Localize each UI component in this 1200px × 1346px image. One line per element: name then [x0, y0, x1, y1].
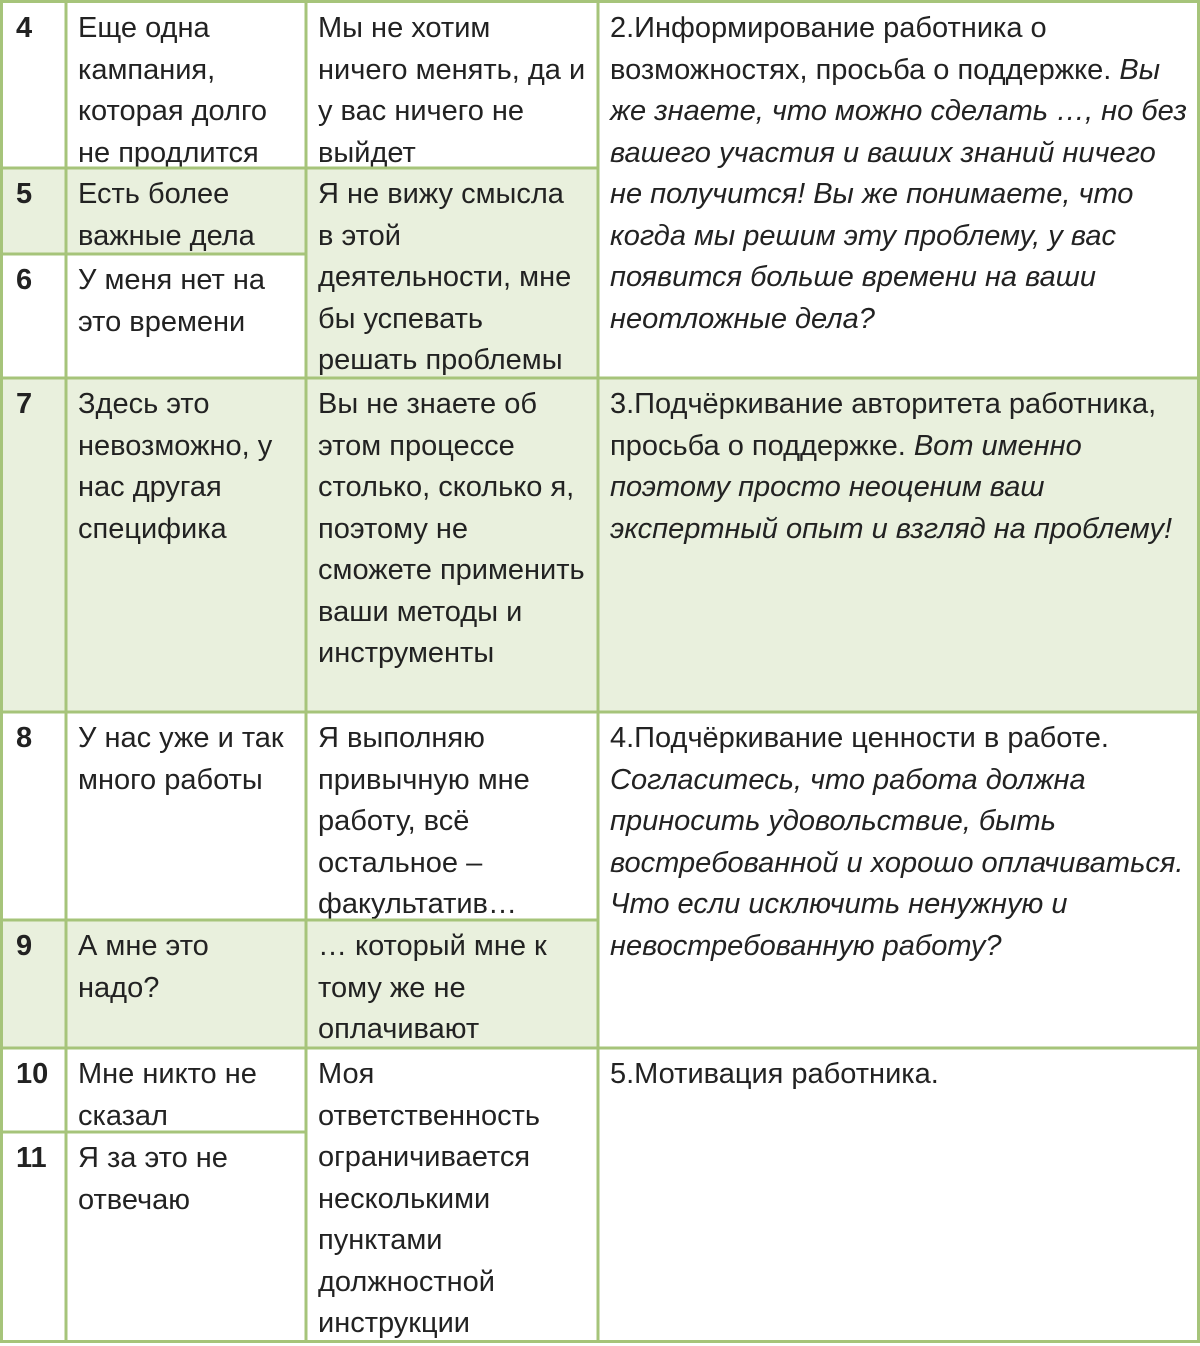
- objection-cell: Здесь это невозможно, у нас другая специфика: [66, 378, 306, 712]
- meaning-cell: Мы не хотим ничего менять, да и у вас ничего не выйдет: [306, 2, 598, 168]
- row-number: 7: [2, 378, 66, 712]
- response-heading: 2.Информирование работника о возможностях, просьба о поддержке.: [610, 12, 1120, 86]
- response-example: Согласитесь, что работа должна приносить удовольствие, быть востребованной и хорошо оплачиваться. Что если исключить ненужную и невостребованную работу?: [610, 763, 1184, 962]
- objection-cell: Еще одна кампания, которая долго не продлится: [66, 2, 306, 168]
- response-example: Вот именно поэтому просто неоценим ваш экспертный опыт и взгляд на проблему!: [610, 429, 1173, 545]
- objection-cell: Мне никто не сказал: [66, 1048, 306, 1132]
- meaning-cell: Я выполняю привычную мне работу, всё остальное – факультатив…: [306, 712, 598, 920]
- row-number: 9: [2, 920, 66, 1048]
- objection-cell: У нас уже и так много работы: [66, 712, 306, 920]
- response-cell: [598, 712, 1198, 1048]
- response-example: Вы же знаете, что можно сделать …, но без вашего участия и ваших знаний ничего не получится! Вы же понимаете, что когда мы решим эту проблему, у вас появится больше времени на ваши неотложные дела?: [610, 53, 1187, 335]
- response-cell: [598, 378, 1198, 712]
- row-number: 5: [2, 168, 66, 254]
- meaning-cell: … который мне к тому же не оплачивают: [306, 920, 598, 1048]
- row-number: 10: [2, 1048, 66, 1132]
- row-number: 4: [2, 2, 66, 168]
- row-number: 8: [2, 712, 66, 920]
- objection-cell: Я за это не отвечаю: [66, 1132, 306, 1342]
- meaning-cell: Я не вижу смысла в этой деятельности, мне бы успевать решать проблемы: [306, 168, 598, 378]
- response-cell: [598, 2, 1198, 378]
- meaning-cell: Моя ответственность ограничивается несколькими пунктами должностной инструкции: [306, 1048, 598, 1342]
- row-number: 11: [2, 1132, 66, 1342]
- response-heading: 4.Подчёркивание ценности в работе.: [610, 722, 1109, 754]
- response-heading: 3.Подчёркивание авторитета работника, просьба о поддержке.: [610, 388, 1157, 462]
- response-cell: [598, 1048, 1198, 1342]
- objection-cell: Есть более важные дела: [66, 168, 306, 254]
- meaning-cell: Вы не знаете об этом процессе столько, сколько я, поэтому не сможете применить ваши методы и инструменты: [306, 378, 598, 712]
- response-heading: 5.Мотивация работника.: [610, 1058, 939, 1090]
- row-number: 6: [2, 254, 66, 378]
- objection-cell: А мне это надо?: [66, 920, 306, 1048]
- objection-cell: У меня нет на это времени: [66, 254, 306, 378]
